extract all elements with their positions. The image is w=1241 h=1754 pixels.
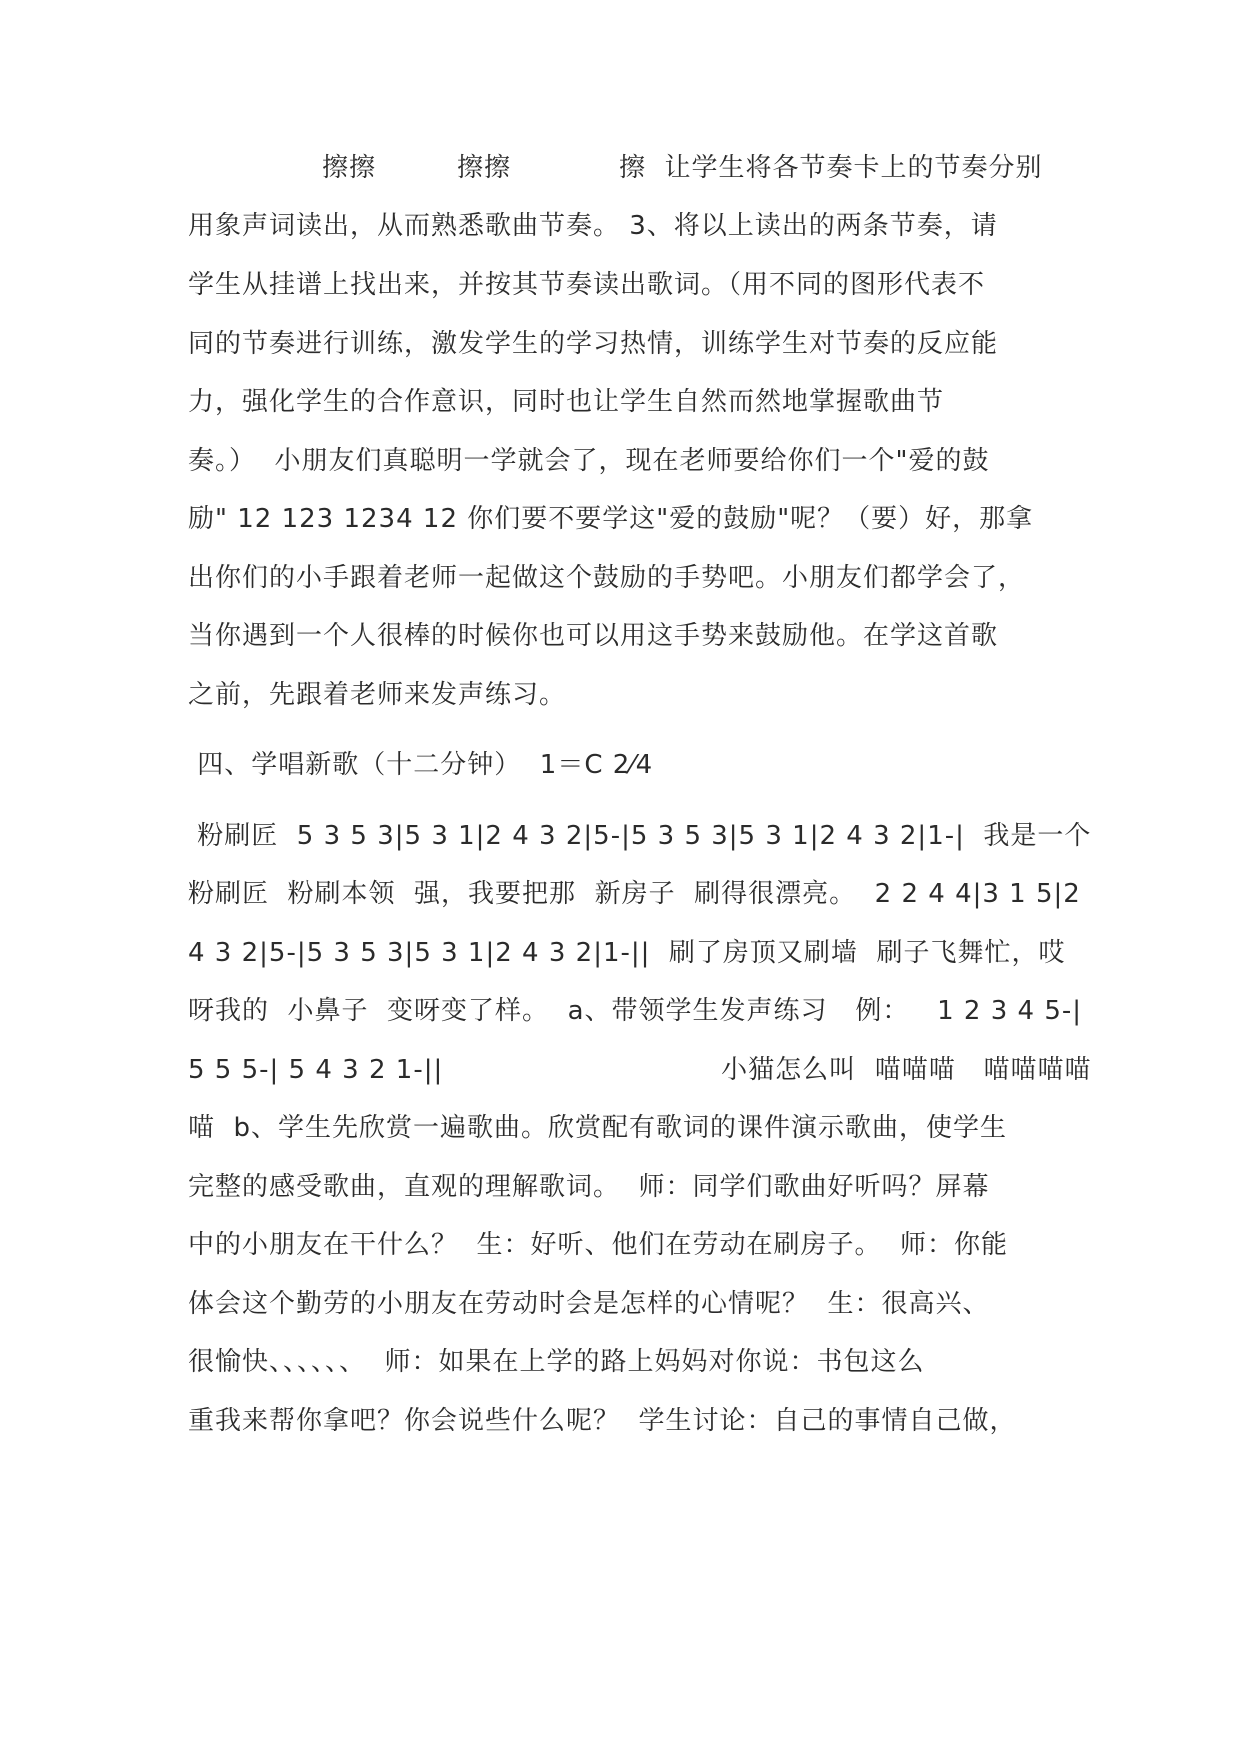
text-line: 擦擦 擦擦 擦 让学生将各节奏卡上的节奏分别 [322, 153, 1043, 183]
text-line: 完整的感受歌曲，直观的理解歌词。 师：同学们歌曲好听吗？屏幕 [188, 1172, 990, 1202]
text-line: 体会这个勤劳的小朋友在劳动时会是怎样的心情呢？ 生：很高兴、 [188, 1289, 990, 1319]
text-line: 同的节奏进行训练，激发学生的学习热情，训练学生对节奏的反应能 [188, 329, 999, 359]
text-line: 粉刷匠 粉刷本领 强，我要把那 新房子 刷得很漂亮。 2 2 4 4|3 1 5|2 [188, 879, 1081, 909]
section-heading: 四、学唱新歌（十二分钟） 1＝C 2⁄4 [188, 750, 654, 780]
text-line: 重我来帮你拿吧？你会说些什么呢？ 学生讨论：自己的事情自己做， [188, 1406, 1017, 1436]
text-line: 出你们的小手跟着老师一起做这个鼓励的手势吧。小朋友们都学会了， [188, 563, 1026, 593]
text-line: 用象声词读出，从而熟悉歌曲节奏。 3、将以上读出的两条节奏，请 [188, 211, 998, 241]
text-line: 力，强化学生的合作意识，同时也让学生自然而然地掌握歌曲节 [188, 387, 945, 417]
text-line: 中的小朋友在干什么？ 生：好听、他们在劳动在刷房子。 师：你能 [188, 1230, 1009, 1260]
text-line: 5 5 5-| 5 4 3 2 1-|| 小猫怎么叫 喵喵喵 喵喵喵喵 [188, 1055, 1092, 1085]
text-line: 当你遇到一个人很棒的时候你也可以用这手势来鼓励他。在学这首歌 [188, 621, 999, 651]
text-line: 4 3 2|5-|5 3 5 3|5 3 1|2 4 3 2|1-|| 刷了房顶又刷墙 刷子飞舞忙，哎 [188, 938, 1066, 968]
text-line: 粉刷匠 5 3 5 3|5 3 1|2 4 3 2|5-|5 3 5 3|5 3 1|2 4 3 2|1-| 我是一个 [188, 821, 1092, 851]
text-line: 喵 b、学生先欣赏一遍歌曲。欣赏配有歌词的课件演示歌曲，使学生 [188, 1113, 1008, 1143]
text-line: 学生从挂谱上找出来，并按其节奏读出歌词。（用不同的图形代表不 [188, 270, 986, 300]
text-line: 很愉快、、、、、、 师：如果在上学的路上妈妈对你说：书包这么 [188, 1347, 925, 1377]
text-line: 呀我的 小鼻子 变呀变了样。 a、带领学生发声练习 例： 1 2 3 4 5-| [188, 996, 1083, 1026]
text-line: 之前，先跟着老师来发声练习。 [188, 680, 567, 710]
text-line: 奏。） 小朋友们真聪明一学就会了，现在老师要给你们一个"爱的鼓 [188, 446, 990, 476]
text-line: 励" 12 123 1234 12 你们要不要学这"爱的鼓励"呢？（要）好，那拿 [188, 504, 1034, 534]
